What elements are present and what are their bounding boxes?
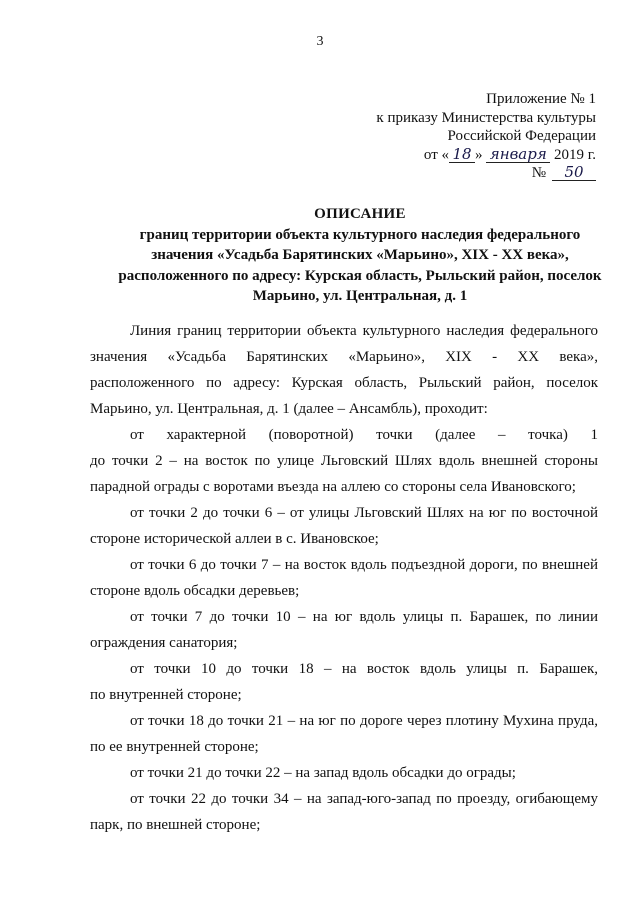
text-line: от точки 2 до точки 6 – от улицы Льговский Шлях на юг по восточной [130, 505, 598, 521]
title-line: Марьино, ул. Центральная, д. 1 [252, 288, 468, 304]
appendix-federation: Российской Федерации [447, 128, 596, 144]
title-heading: ОПИСАНИЕ [314, 206, 406, 222]
date-month-handwritten: января [486, 146, 550, 163]
title-line: границ территории объекта культурного наследия федерального [139, 226, 581, 243]
paragraph-point-7 [90, 604, 598, 656]
text-line: от точки 18 до точки 21 – на юг по дороге через плотину Мухина пруда, [130, 713, 598, 729]
text-line: стороне исторической аллеи в с. Ивановское; [90, 531, 379, 547]
text-line: стороне вдоль обсадки деревьев; [90, 583, 300, 599]
text-line: от точки 10 до точки 18 – на восток вдоль улицы п. Барашек, [130, 661, 598, 677]
page-number: 3 [316, 34, 324, 49]
appendix-date-line [376, 146, 596, 165]
text-line: до точки 2 – на восток по улице Льговский Шлях вдоль внешней стороны [90, 453, 598, 469]
appendix-title: Приложение № 1 [486, 91, 596, 107]
paragraph-point-10 [90, 656, 598, 708]
text-line: от точки 7 до точки 10 – на юг вдоль улицы п. Барашек, по линии [130, 609, 598, 625]
date-prefix: от « [423, 146, 450, 163]
text-line: ограждения санатория; [90, 635, 238, 651]
text-line: парк, по внешней стороне; [90, 817, 261, 833]
text-line: Линия границ территории объекта культурного наследия федерального [130, 323, 598, 339]
date-day-handwritten: 18 [449, 146, 475, 163]
text-line: по ее внутренней стороне; [90, 739, 259, 755]
paragraph-point-6 [90, 552, 598, 604]
document-body [90, 318, 598, 838]
appendix-number-line [376, 164, 596, 183]
paragraph-point-22 [90, 786, 598, 838]
text-line: значения «Усадьба Барятинских «Марьино», XIX - XX века», [90, 349, 598, 365]
text-line: по внутренней стороне; [90, 687, 242, 703]
text-line: парадной ограды с воротами въезда на аллею со стороны села Ивановского; [90, 479, 576, 495]
document-title [90, 204, 630, 307]
paragraph-point-2 [90, 500, 598, 552]
paragraph-intro [90, 318, 598, 422]
date-mid: » [475, 146, 483, 163]
text-line: от точки 21 до точки 22 – на запад вдоль обсадки до ограды; [130, 765, 516, 781]
text-line: расположенного по адресу: Курская область, Рыльский район, поселок [90, 375, 598, 391]
text-line: от точки 6 до точки 7 – на восток вдоль подъездной дороги, по внешней [130, 557, 598, 573]
number-label: № [531, 165, 546, 181]
number-value-handwritten: 50 [552, 164, 596, 181]
title-line: расположенного по адресу: Курская область, Рыльский район, поселок [118, 267, 602, 284]
text-line: от точки 22 до точки 34 – на запад-юго-запад по проезду, огибающему [130, 791, 598, 807]
date-year: 2019 г. [554, 146, 596, 163]
appendix-header [376, 90, 596, 183]
text-line: от характерной (поворотной) точки (далее – точка) 1 [130, 427, 598, 443]
paragraph-point-21 [90, 760, 598, 786]
appendix-order-ref: к приказу Министерства культуры [376, 109, 596, 126]
paragraph-point-1 [90, 422, 598, 500]
text-line: Марьино, ул. Центральная, д. 1 (далее – Ансамбль), проходит: [90, 401, 488, 417]
paragraph-point-18 [90, 708, 598, 760]
title-line: значения «Усадьба Барятинских «Марьино», XIX - XX века», [151, 247, 569, 263]
